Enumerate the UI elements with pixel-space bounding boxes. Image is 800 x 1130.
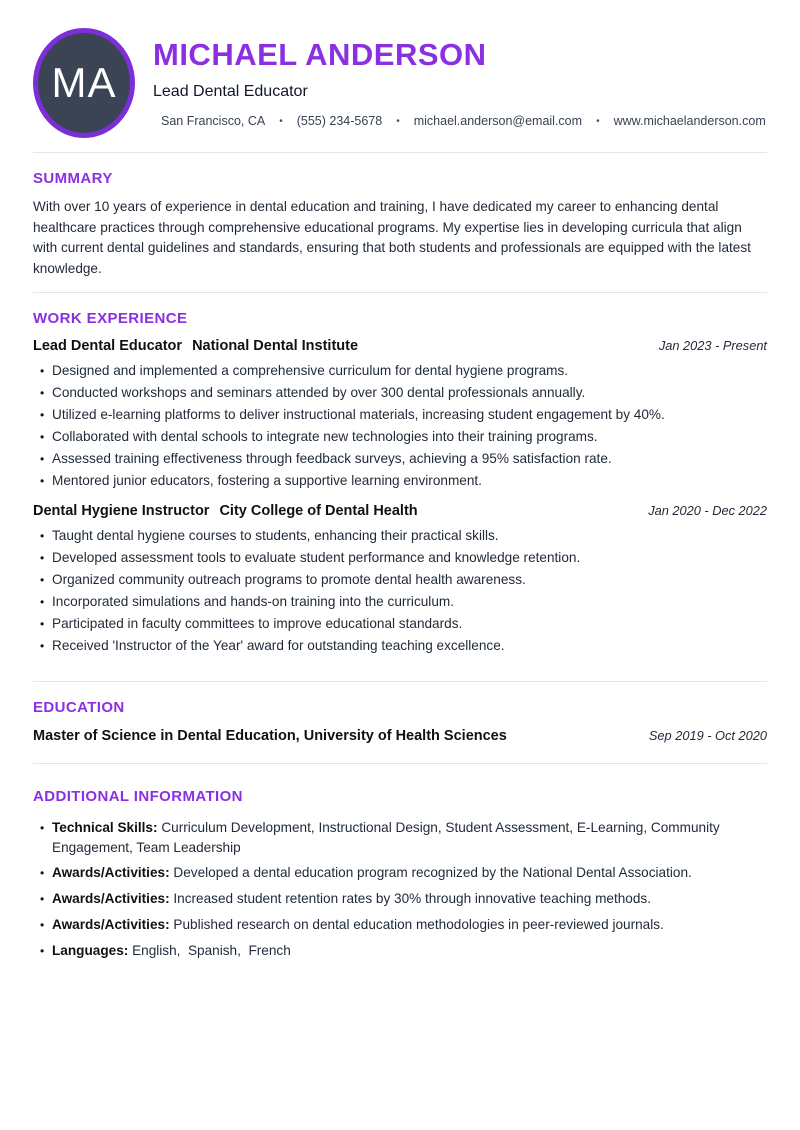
bullet-icon: • [40,408,45,422]
job-company: City College of Dental Health [219,503,418,519]
bullet-icon: • [40,430,45,444]
avatar-initials: MA [51,59,117,106]
list-item [33,592,767,612]
education-heading: EDUCATION [33,699,125,716]
job-company: National Dental Institute [192,338,359,354]
list-item [33,570,767,590]
header-identity [153,28,766,128]
list-item [33,471,767,491]
job-bullet: Assessed training effectiveness through feedback surveys, achieving a 95% satisfaction rate. [52,451,612,466]
job-position: Lead Dental Educator [33,338,183,354]
list-item [33,636,767,656]
bullet-icon: • [40,573,45,587]
list-item [33,405,767,425]
contact-row [161,114,766,128]
bullet-icon: • [40,821,45,835]
summary-text: With over 10 years of experience in dental education and training, I have dedicated my career to enhancing dental healthcare practices through comprehensive educational programs. My expertise lies in developing curricula that align with current dental guidelines and standards, ensuring that both students and professionals are equipped with the latest knowledge. [33,199,751,276]
job-bullet: Collaborated with dental schools to integrate new technologies into their training programs. [52,429,598,444]
bullet-icon: • [40,386,45,400]
additional-item [52,889,651,909]
job-bullet: Received 'Instructor of the Year' award for outstanding teaching excellence. [52,638,505,653]
additional-item-label: Languages: [52,943,129,958]
bullet-icon: • [40,474,45,488]
additional-info-list [33,818,767,961]
education-dates: Sep 2019 - Oct 2020 [648,728,767,743]
additional-item [52,941,291,961]
bullet-icon: • [40,551,45,565]
additional-item-label: Awards/Activities: [52,917,170,932]
additional-item [52,915,664,935]
list-item [33,526,767,546]
list-item [33,449,767,469]
work-experience-heading: WORK EXPERIENCE [33,310,188,327]
list-item [33,548,767,568]
additional-item-label: Awards/Activities: [52,865,170,880]
bullet-icon: • [40,595,45,609]
list-item [33,915,767,935]
list-item [33,383,767,403]
additional-item [52,863,692,883]
job-bullet: Participated in faculty committees to improve educational standards. [52,616,463,631]
resume-header [33,28,767,138]
dot-separator-icon: • [596,115,600,127]
bullet-icon: • [40,866,45,880]
job-dates: Jan 2020 - Dec 2022 [648,503,767,518]
dot-separator-icon: • [279,115,283,127]
bullet-icon: • [40,639,45,653]
job-bullet: Organized community outreach programs to promote dental health awareness. [52,572,526,587]
bullet-icon: • [40,892,45,906]
list-item [33,614,767,634]
bullet-icon: • [40,918,45,932]
list-item [33,818,767,857]
contact-location: San Francisco, CA [161,114,266,129]
list-item [33,889,767,909]
job-bullet: Taught dental hygiene courses to students, enhancing their practical skills. [52,528,499,543]
job-bullet: Mentored junior educators, fostering a supportive learning environment. [52,473,482,488]
additional-item-text: English, Spanish, French [132,943,291,958]
job-bullet: Developed assessment tools to evaluate student performance and knowledge retention. [52,550,581,565]
job-bullet: Conducted workshops and seminars attended by over 300 dental professionals annually. [52,385,586,400]
section-divider [33,763,767,764]
job-bullet: Designed and implemented a comprehensive curriculum for dental hygiene programs. [52,363,569,378]
job-bullet: Incorporated simulations and hands-on training into the curriculum. [52,594,454,609]
section-divider [33,292,767,293]
job-header [33,503,767,519]
contact-phone: (555) 234-5678 [296,114,383,129]
job-header [33,338,767,354]
job-dates: Jan 2023 - Present [658,338,767,353]
job-position: Dental Hygiene Instructor [33,503,210,519]
additional-item [52,818,767,857]
bullet-icon: • [40,452,45,466]
contact-website: www.michaelanderson.com [613,114,766,129]
contact-email: michael.anderson@email.com [413,114,583,129]
candidate-title: Lead Dental Educator [153,83,308,101]
dot-separator-icon: • [396,115,400,127]
job-title-company [33,338,358,354]
job-bullet-list [33,361,767,491]
candidate-name: MICHAEL ANDERSON [153,37,487,72]
additional-item-text: Published research on dental education methodologies in peer-reviewed journals. [173,917,664,932]
additional-item-text: Developed a dental education program recognized by the National Dental Association. [173,865,692,880]
bullet-icon: • [40,617,45,631]
additional-item-label: Awards/Activities: [52,891,170,906]
additional-item-text: Curriculum Development, Instructional Design, Student Assessment, E-Learning, Community Engagement, Team Leadership [52,820,724,855]
additional-item-label: Technical Skills: [52,820,158,835]
additional-item-text: Increased student retention rates by 30% through innovative teaching methods. [173,891,651,906]
list-item [33,427,767,447]
job-bullet: Utilized e-learning platforms to deliver instructional materials, increasing student engagement by 40%. [52,407,665,422]
job-bullet-list [33,526,767,656]
bullet-icon: • [40,364,45,378]
list-item [33,863,767,883]
education-degree: Master of Science in Dental Education, University of Health Sciences [33,728,507,744]
list-item [33,361,767,381]
avatar [33,28,135,138]
job-title-company [33,503,418,519]
list-item [33,941,767,961]
education-entry [33,728,767,744]
summary-heading: SUMMARY [33,170,113,187]
bullet-icon: • [40,944,45,958]
bullet-icon: • [40,529,45,543]
section-divider [33,681,767,682]
additional-info-heading: ADDITIONAL INFORMATION [33,788,243,805]
section-divider [33,152,767,153]
